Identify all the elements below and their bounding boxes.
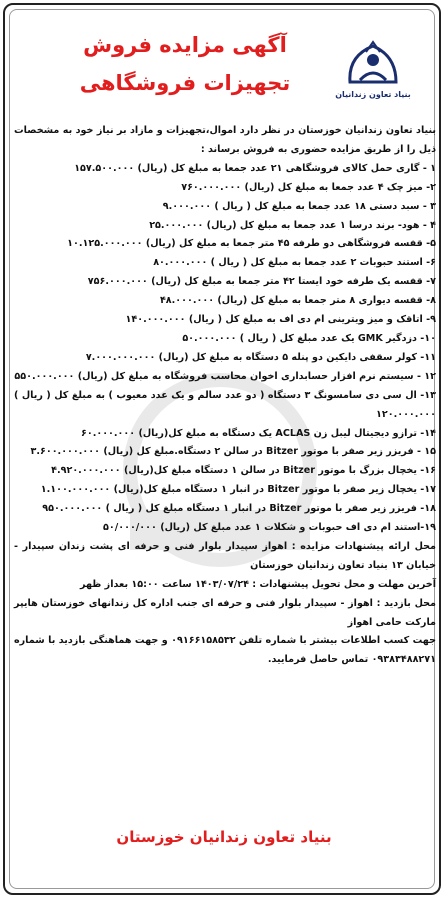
list-item: ۱۶- یخچال بزرگ با موتور Bitzer در سالن ۱ دستگاه مبلغ کل(ریال) ۴.۹۲۰.۰۰۰.۰۰۰ [51, 465, 436, 477]
list-item: ۱۸- فریزر زیر صفر با موتور Bitzer در انبار ۱ دستگاه مبلغ کل ( ریال ) ۹۵۰.۰۰۰.۰۰۰ [42, 503, 436, 515]
logo-text: بنیاد تعاون زندانیان [335, 90, 411, 99]
list-item: ۱۲ - سیستم نرم افزار حسابداری اخوان محاسب فروشگاه به مبلغ کل (ریال) ۵۵۰.۰۰۰.۰۰۰ [14, 370, 436, 382]
list-item: ۱۳- ال سی دی سامسونگ ۳ دستگاه ( دو عدد سالم و یک عدد معیوب ) به مبلغ کل ( ریال ) ۱۲۰.۰۰۰.۰۰۰ [14, 389, 436, 420]
list-item: ۱ - گاری حمل کالای فروشگاهی ۲۱ عدد جمعا به مبلغ کل (ریال) ۱۵۷.۵۰۰.۰۰۰ [74, 162, 436, 174]
footer-organization: بنیاد تعاون زندانیان خوزستان [116, 828, 332, 846]
title-line-2: تجهیزات فروشگاهی [79, 71, 291, 95]
list-item: ۱۴- ترازو دیجیتال لیبل زن ACLAS یک دستگاه به مبلغ کل(ریال) ۶۰.۰۰۰.۰۰۰ [80, 427, 436, 439]
organization-logo [318, 38, 428, 108]
list-item: ۷- قفسه یک طرفه خود ایستا ۴۲ متر جمعا به مبلغ کل (ریال) ۷۵۶.۰۰۰.۰۰۰ [87, 276, 436, 288]
intro-paragraph: بنیاد تعاون زندانیان خوزستان در نظر دارد اموال،تجهیزات و مازاد بر نیاز خود به مشخصات ذیل را از طریق مزایده حضوری به فروش برساند : [14, 125, 436, 155]
list-item: ۲- میز چک ۴ عدد جمعا به مبلغ کل (ریال) ۷۶۰.۰۰۰.۰۰۰ [181, 181, 436, 193]
submission-location: محل ارائه پیشنهادات مزایده : اهواز سپیدار بلوار فنی و حرفه ای پشت زندان سپیدار - خیابان ۱۳ بنیاد تعاون زندانیان خوزستان [14, 540, 436, 571]
title-line-1: آگهی مزایده فروش [83, 33, 287, 57]
list-item: ۱۰- دزدگیر GMK یک عدد مبلغ کل ( ریال ) ۵۰.۰۰۰.۰۰۰ [182, 332, 436, 344]
list-item: ۳ - سبد دستی ۱۸ عدد جمعا به مبلغ کل ( ریال ) ۹.۰۰۰.۰۰۰ [162, 200, 436, 212]
list-item: ۶- استند حبوبات ۲ عدد جمعا به مبلغ کل ( ریال ) ۸۰.۰۰۰.۰۰۰ [153, 257, 436, 269]
list-item: ۴ - هود- برند درسا ۱ عدد جمعا به مبلغ کل (ریال) ۲۵.۰۰۰.۰۰۰ [149, 219, 436, 231]
visit-location: محل بازدید : اهواز - سپیدار بلوار فنی و حرفه ای جنب اداره کل زندانهای خوزستان هایپر مارکت حامی اهواز [14, 597, 436, 628]
list-item: ۱۵ - فریزر زیر صفر با موتور Bitzer در سالن ۲ دستگاه.مبلغ کل (ریال) ۳.۶۰۰.۰۰۰.۰۰۰ [30, 446, 436, 458]
deadline: آخرین مهلت و محل تحویل پیشنهادات : ۱۴۰۳/۰۷/۲۴ ساعت ۱۵:۰۰ بعداز ظهر [80, 578, 436, 590]
ad-body [14, 122, 436, 670]
list-item: ۵- قفسه فروشگاهی دو طرفه ۴۵ متر جمعا به مبلغ کل (ریال) ۱۰.۱۲۵.۰۰۰.۰۰۰ [67, 238, 436, 250]
ad-titles [70, 30, 300, 98]
list-item: ۱۷- یخچال زیر صفر با موتور Bitzer در انبار ۱ دستگاه مبلغ کل(ریال) ۱.۱۰۰.۰۰۰.۰۰۰ [40, 484, 436, 496]
list-item: ۹- اتاقک و میز ویترینی ام دی اف به مبلغ کل ( ریال) ۱۴۰.۰۰۰.۰۰۰ [125, 314, 436, 326]
contact-info: جهت کسب اطلاعات بیشتر با شماره تلفن ۰۹۱۶۶۱۵۸۵۳۲ و جهت هماهنگی بازدید با شماره ۰۹۳۸۳۴۸۸۲۷۱ تماس حاصل فرمایید. [14, 635, 436, 666]
logo-emblem-icon [344, 38, 402, 88]
list-item: ۱۹-استند ام دی اف حبوبات و شکلات ۱ عدد مبلغ کل (ریال) ۵۰/۰۰۰/۰۰۰ [103, 522, 436, 534]
list-item: ۱۱- کولر سقفی دایکین دو پنله ۵ دستگاه به مبلغ کل (ریال) ۷.۰۰۰.۰۰۰.۰۰۰ [85, 351, 436, 363]
list-item: ۸- قفسه دیواری ۸ متر جمعا به مبلغ کل (ریال) ۴۸.۰۰۰.۰۰۰ [159, 295, 436, 307]
